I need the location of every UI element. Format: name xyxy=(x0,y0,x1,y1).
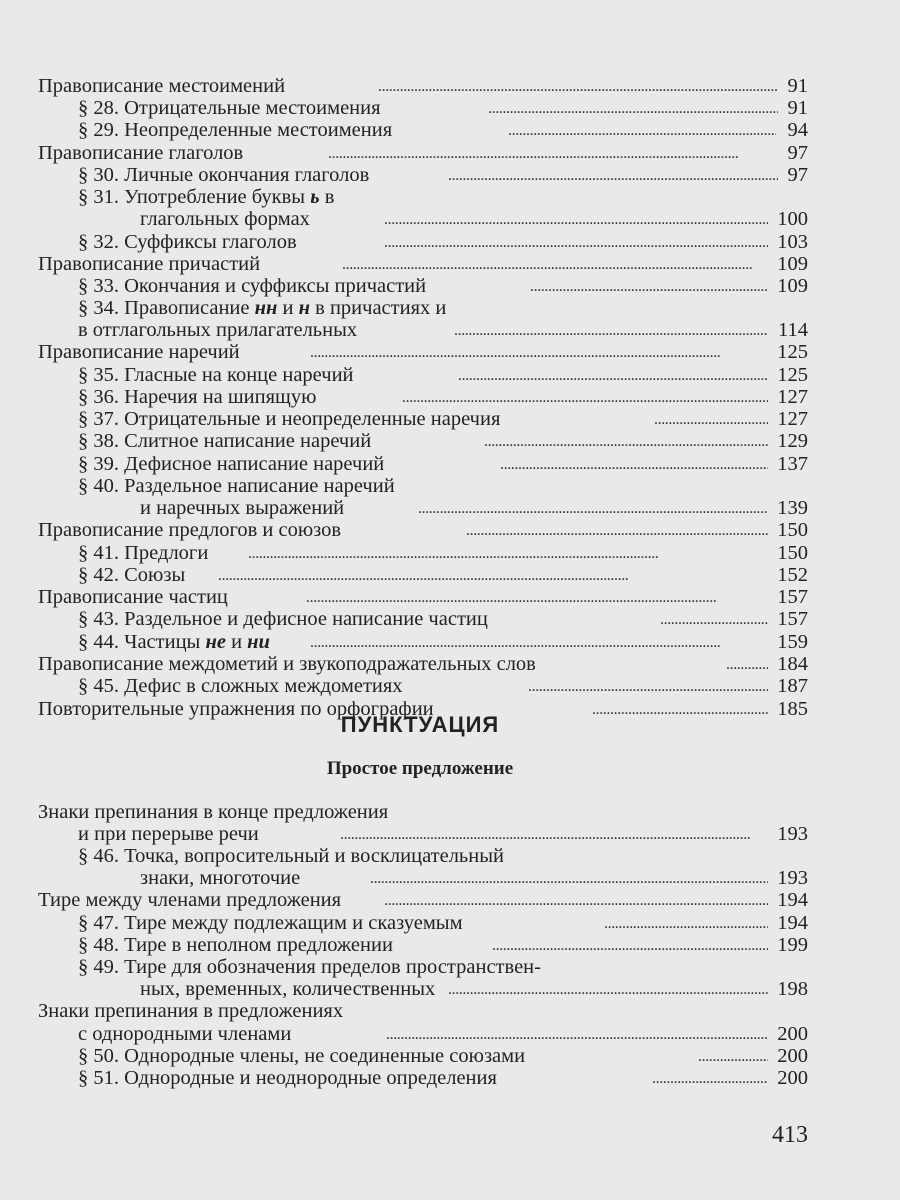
toc-entry: Тире между членами предложения . . . 194 xyxy=(0,888,900,912)
dot-leader xyxy=(698,1044,768,1068)
toc-entry: § 30. Личные окончания глаголов . . . 97 xyxy=(0,163,900,187)
toc-entry: § 44. Частицы не и ни . . . 159 xyxy=(0,630,900,654)
dot-leader xyxy=(310,340,768,364)
toc-entry: ных, временных, количественных . . . 198 xyxy=(0,977,900,1001)
toc-entry: в отглагольных прилагательных . . . 114 xyxy=(0,318,900,342)
dot-leader xyxy=(652,1066,768,1090)
dot-leader xyxy=(384,888,768,912)
dot-leader xyxy=(448,977,768,1001)
dot-leader xyxy=(342,252,768,276)
toc-entry: с однородными членами . . . 200 xyxy=(0,1022,900,1046)
toc-entry: знаки, многоточие . . . 193 xyxy=(0,866,900,890)
subsection-title: Простое предложение xyxy=(326,758,514,779)
dot-leader xyxy=(328,141,778,165)
toc-entry: Правописание причастий . . . 109 xyxy=(0,252,900,276)
dot-leader xyxy=(310,630,768,654)
toc-entry: § 45. Дефис в сложных междометиях . . . 187 xyxy=(0,674,900,698)
toc-entry: § 31. Употребление буквы ь в xyxy=(78,186,335,208)
toc-entry: § 50. Однородные члены, не соединенные союзами . . . 200 xyxy=(0,1044,900,1068)
dot-leader xyxy=(340,822,768,846)
toc-entry: и при перерыве речи . . . 193 xyxy=(0,822,900,846)
toc-entry: Правописание междометий и звукоподражательных слов . . . 184 xyxy=(0,652,900,676)
page-number: 413 xyxy=(772,1122,808,1148)
dot-leader xyxy=(726,652,768,676)
dot-leader xyxy=(500,452,768,476)
toc-entry: Правописание глаголов . . . 97 xyxy=(0,141,900,165)
dot-leader xyxy=(218,563,768,587)
toc-entry: § 47. Тире между подлежащим и сказуемым . . . 194 xyxy=(0,911,900,935)
toc-entry: § 29. Неопределенные местоимения . . . 94 xyxy=(0,118,900,142)
dot-leader xyxy=(528,674,768,698)
dot-leader xyxy=(660,607,768,631)
toc-entry: Правописание наречий . . . 125 xyxy=(0,340,900,364)
dot-leader xyxy=(654,407,768,431)
dot-leader xyxy=(458,363,768,387)
toc-entry: Правописание предлогов и союзов . . . 150 xyxy=(0,518,900,542)
dot-leader xyxy=(466,518,768,542)
toc-entry: § 42. Союзы . . . 152 xyxy=(0,563,900,587)
dot-leader xyxy=(448,163,778,187)
toc-entry: глагольных формах . . . 100 xyxy=(0,207,900,231)
section-title: ПУНКТУАЦИЯ xyxy=(340,712,500,737)
toc-entry: Правописание частиц . . . 157 xyxy=(0,585,900,609)
toc-entry: § 32. Суффиксы глаголов . . . 103 xyxy=(0,230,900,254)
dot-leader xyxy=(454,318,768,342)
toc-entry: § 49. Тире для обозначения пределов пространствен- xyxy=(78,956,541,978)
dot-leader xyxy=(306,585,768,609)
toc-entry: и наречных выражений . . . 139 xyxy=(0,496,900,520)
dot-leader xyxy=(484,429,768,453)
dot-leader xyxy=(508,118,776,142)
dot-leader xyxy=(488,96,778,120)
dot-leader xyxy=(530,274,768,298)
dot-leader xyxy=(248,541,768,565)
toc-entry: § 43. Раздельное и дефисное написание частиц . . . 157 xyxy=(0,607,900,631)
dot-leader xyxy=(378,74,778,98)
toc-entry: Знаки препинания в конце предложения xyxy=(38,801,389,823)
toc-entry: § 40. Раздельное написание наречий xyxy=(78,475,395,497)
dot-leader xyxy=(384,230,768,254)
toc-entry: § 33. Окончания и суффиксы причастий . . . 109 xyxy=(0,274,900,298)
toc-entry: § 39. Дефисное написание наречий . . . 137 xyxy=(0,452,900,476)
dot-leader xyxy=(492,933,768,957)
dot-leader xyxy=(604,911,768,935)
toc-entry: § 46. Точка, вопросительный и восклицательный xyxy=(78,845,504,867)
dot-leader xyxy=(418,496,768,520)
dot-leader xyxy=(386,1022,768,1046)
toc-entry: § 34. Правописание нн и н в причастиях и xyxy=(78,297,447,319)
toc-entry: § 51. Однородные и неоднородные определения . . . 200 xyxy=(0,1066,900,1090)
toc-entry: § 41. Предлоги . . . 150 xyxy=(0,541,900,565)
toc-entry: § 35. Гласные на конце наречий . . . 125 xyxy=(0,363,900,387)
toc-entry: Знаки препинания в предложениях xyxy=(38,1000,344,1022)
toc-entry: Повторительные упражнения по орфографии . . . 185 xyxy=(0,697,900,721)
dot-leader xyxy=(402,385,768,409)
dot-leader xyxy=(384,207,768,231)
toc-entry: § 37. Отрицательные и неопределенные наречия . . . 127 xyxy=(0,407,900,431)
dot-leader xyxy=(370,866,768,890)
toc-entry: § 28. Отрицательные местоимения . . . 91 xyxy=(0,96,900,120)
toc-entry: § 48. Тире в неполном предложении . . . 199 xyxy=(0,933,900,957)
toc-entry: § 36. Наречия на шипящую . . . 127 xyxy=(0,385,900,409)
toc-entry: Правописание местоимений . . . 91 xyxy=(0,74,900,98)
toc-entry: § 38. Слитное написание наречий . . . 129 xyxy=(0,429,900,453)
